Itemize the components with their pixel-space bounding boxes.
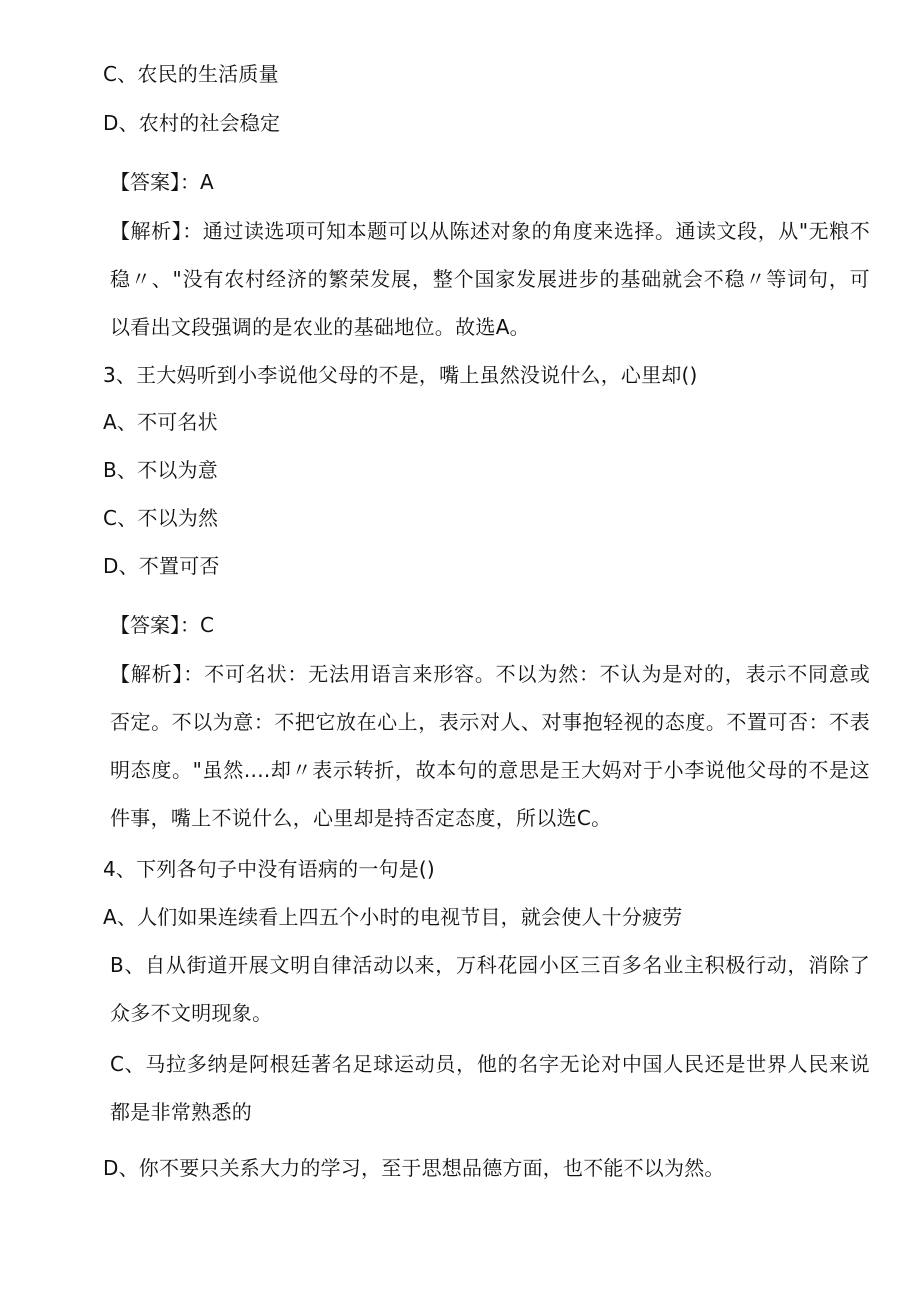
q3-option-a: A、不可名状 <box>103 410 218 434</box>
q3-answer: 【答案】：C <box>110 613 214 637</box>
q2-analysis-text: 【解析】：通过读选项可知本题可以从陈述对象的角度来选择。通读文段，从"无粮不稳〃、"没有农村经济的繁荣发展，整个国家发展进步的基础就会不稳〃等词句，可以看出文段强调的是农业的基础地位。故选A。 <box>110 219 870 339</box>
q2-option-d: D、农村的社会稳定 <box>103 111 281 135</box>
q2-answer: 【答案】：A <box>110 170 214 194</box>
q3-analysis <box>48 650 870 842</box>
q3-option-c: C、不以为然 <box>103 506 219 530</box>
q2-option-c: C、农民的生活质量 <box>103 62 279 86</box>
q4-question: 4、下列各句子中没有语病的一句是() <box>103 857 435 881</box>
q4-option-c <box>48 1040 870 1136</box>
q4-option-a: A、人们如果连续看上四五个小时的电视节目，就会使人十分疲劳 <box>103 905 683 929</box>
q4-option-c-text: C、马拉多纳是阿根廷著名足球运动员，他的名字无论对中国人民还是世界人民来说都是非常熟悉的 <box>110 1052 870 1124</box>
q4-option-b <box>48 941 870 1037</box>
q3-option-b: B、不以为意 <box>103 458 218 482</box>
q4-option-b-text: B、自从街道开展文明自律活动以来，万科花园小区三百多名业主积极行动，消除了众多不文明现象。 <box>110 953 870 1025</box>
q3-analysis-text: 【解析】：不可名状：无法用语言来形容。不以为然：不认为是对的，表示不同意或否定。不以为意：不把它放在心上，表示对人、对事抱轻视的态度。不置可否：不表明态度。"虽然....却〃表示转折，故本句的意思是王大妈对于小李说他父母的不是这件事，嘴上不说什么，心里却是持否定态度，所以选C。 <box>110 662 870 830</box>
q3-question: 3、王大妈听到小李说他父母的不是，嘴上虽然没说什么，心里却() <box>103 363 698 387</box>
q2-analysis <box>48 207 870 351</box>
q3-option-d: D、不置可否 <box>103 554 220 578</box>
q4-option-d: D、你不要只关系大力的学习，至于思想品德方面，也不能不以为然。 <box>103 1156 725 1180</box>
